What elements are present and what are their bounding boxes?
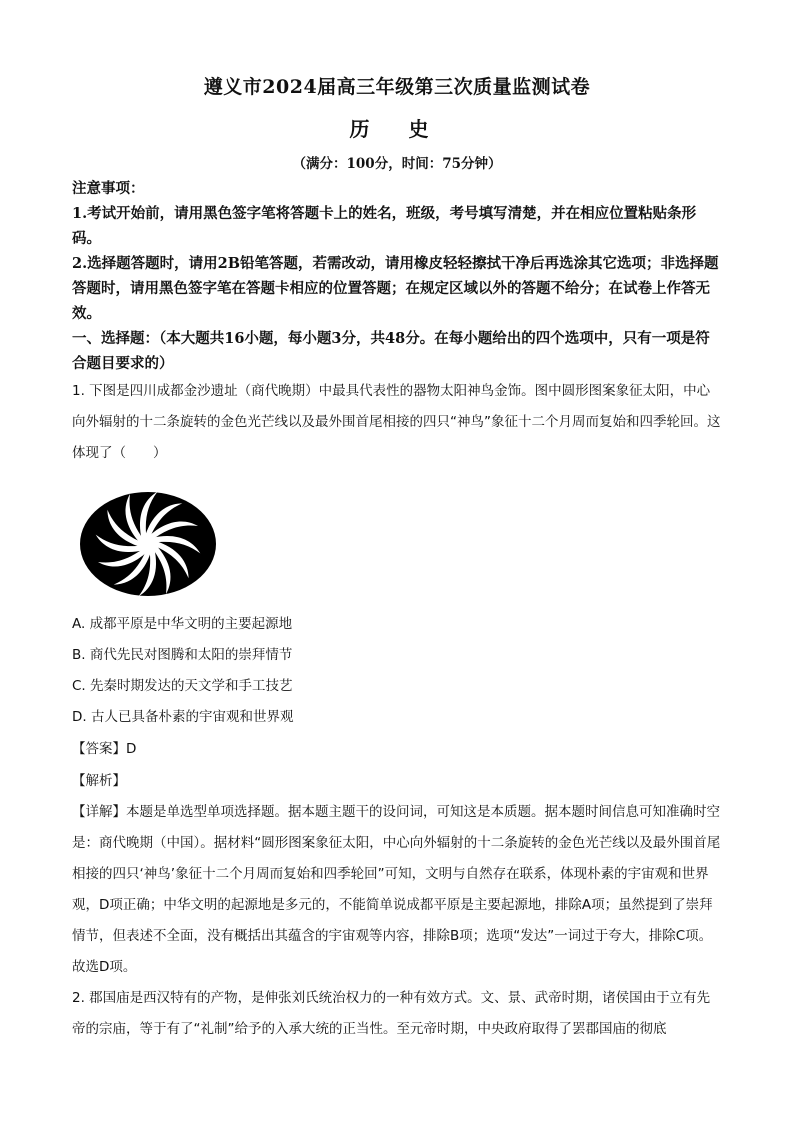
- sun-bird-gold-ornament-icon: [78, 489, 218, 599]
- question-1-option-d: D. 古人已具备朴素的宇宙观和世界观: [72, 709, 294, 725]
- question-2-stem: 2. 郡国庙是西汉特有的产物，是伸张刘氏统治权力的一种有效方式。文、景、武帝时期，诸侯国由于立有先帝的宗庙，等于有了“礼制”给予的入承大统的正当性。至元帝时期，中央政府取得了罢郡国庙的彻底: [72, 990, 711, 1037]
- score-time-info: （满分：100分，时间：75分钟）: [292, 156, 502, 172]
- exam-page: [72, 64, 722, 1045]
- exam-title: 遵义市2024届高三年级第三次质量监测试卷: [203, 76, 591, 98]
- question-1-analysis-label: 【解析】: [72, 773, 126, 789]
- question-1-option-c: C. 先秦时期发达的天文学和手工技艺: [72, 678, 293, 694]
- section-heading: 一、选择题：（本大题共16小题，每小题3分，共48分。在每小题给出的四个选项中，只有一项是符合题目要求的）: [72, 330, 710, 372]
- question-1-stem: 1. 下图是四川成都金沙遗址（商代晚期）中最具代表性的器物太阳神鸟金饰。图中圆形图案象征太阳，中心向外辐射的十二条旋转的金色光芒线以及最外围首尾相接的四只“神鸟”象征十二个月周而复始和四季轮回。这体现了（ ）: [72, 383, 721, 461]
- note-item-1: 1.考试开始前，请用黑色签字笔将答题卡上的姓名，班级，考号填写清楚，并在相应位置粘贴条形码。: [72, 205, 697, 247]
- question-1-answer: 【答案】D: [72, 741, 137, 757]
- question-1-option-a: A. 成都平原是中华文明的主要起源地: [72, 616, 293, 632]
- note-item-2: 2.选择题答题时，请用2B铅笔答题，若需改动，请用橡皮轻轻擦拭干净后再选涂其它选项；非选择题答题时，请用黑色签字笔在答题卡相应的位置答题；在规定区域以外的答题不给分；在试卷上作答无效。: [72, 255, 719, 322]
- question-1-option-b: B. 商代先民对图腾和太阳的崇拜情节: [72, 647, 293, 663]
- subject-title: 历 史: [349, 117, 445, 141]
- notes-heading: 注意事项：: [72, 180, 145, 197]
- sun-bird-figure: [78, 489, 218, 599]
- question-1-detail: 【详解】本题是单选型单项选择题。据本题主题干的设问词，可知这是本质题。据本题时间信息可知准确时空是：商代晚期（中国）。据材料“圆形图案象征太阳，中心向外辐射的十二条旋转的金色光芒线以及最外围首尾相接的四只‘神鸟’象征十二个月周而复始和四季轮回”可知，文明与自然存在联系，体现朴素的宇宙观和世界观，D项正确；中华文明的起源地是多元的，不能简单说成都平原是主要起源地，排除A项；虽然提到了崇拜情节，但表述不全面，没有概括出其蕴含的宇宙观等内容，排除B项；选项“发达”一词过于夸大，排除C项。故选D项。: [72, 804, 721, 975]
